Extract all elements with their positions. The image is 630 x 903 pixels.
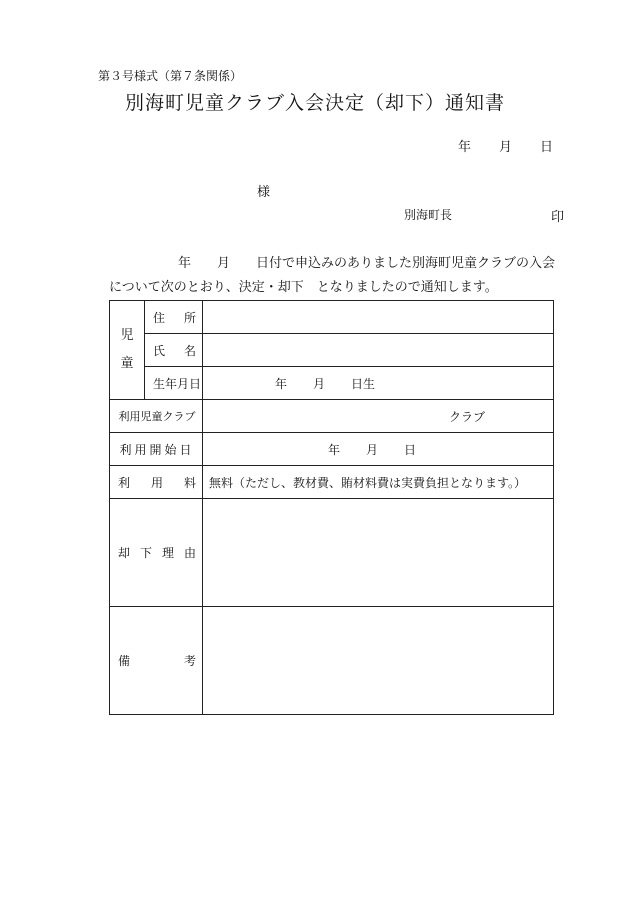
club-field[interactable]	[203, 400, 554, 433]
child-group-label	[110, 301, 145, 400]
fee-label: 利 用 料	[110, 466, 203, 499]
name-label	[145, 334, 203, 367]
name-label-a: 氏	[153, 343, 166, 358]
address-label-a: 住	[153, 310, 166, 325]
dob-year: 年	[275, 376, 288, 391]
form-number: 第３号様式（第７条関係）	[98, 69, 243, 83]
body-rest: 日付で申込みのありました別海町児童クラブの入会	[256, 256, 556, 271]
address-field[interactable]	[203, 301, 554, 334]
child-label-top: 児	[120, 328, 134, 343]
child-label-bottom: 童	[120, 356, 134, 371]
body-month: 月	[217, 256, 231, 271]
name-field[interactable]	[203, 334, 554, 367]
dob-label: 生年月日	[145, 367, 203, 400]
name-label-b: 名	[183, 343, 196, 358]
body-line-2: について次のとおり、決定・却下 となりましたので通知します。	[109, 280, 498, 295]
club-label: 利用児童クラブ	[110, 400, 203, 433]
document-title: 別海町児童クラブ入会決定（却下）通知書	[124, 92, 505, 114]
addressee-honorific: 様	[257, 185, 271, 200]
date-day-label: 日	[540, 140, 554, 155]
address-label	[145, 301, 203, 334]
date-year-label: 年	[458, 140, 472, 155]
dob-month: 月	[313, 376, 326, 391]
issuer-name: 別海町長	[404, 208, 453, 222]
dob-field[interactable]	[203, 367, 554, 400]
remarks-field[interactable]	[203, 607, 554, 715]
club-suffix: クラブ	[449, 409, 486, 424]
seal-mark: 印	[551, 210, 565, 225]
dob-day: 日生	[351, 376, 376, 391]
issue-date	[458, 136, 553, 155]
remarks-label: 備 考	[110, 607, 203, 715]
body-year: 年	[178, 256, 192, 271]
date-month-label: 月	[499, 140, 513, 155]
notification-table	[109, 300, 554, 715]
body-line-1	[178, 252, 555, 271]
rejection-reason-field[interactable]	[203, 499, 554, 607]
address-label-b: 所	[183, 310, 196, 325]
rejection-reason-label: 却 下 理 由	[110, 499, 203, 607]
start-date-field[interactable]	[203, 433, 554, 466]
start-day: 日	[404, 442, 417, 457]
start-date-label: 利用開始日	[110, 433, 203, 466]
start-year: 年	[328, 442, 341, 457]
start-month: 月	[366, 442, 379, 457]
fee-value: 無料（ただし、教材費、賄材料費は実費負担となります。）	[203, 466, 554, 499]
